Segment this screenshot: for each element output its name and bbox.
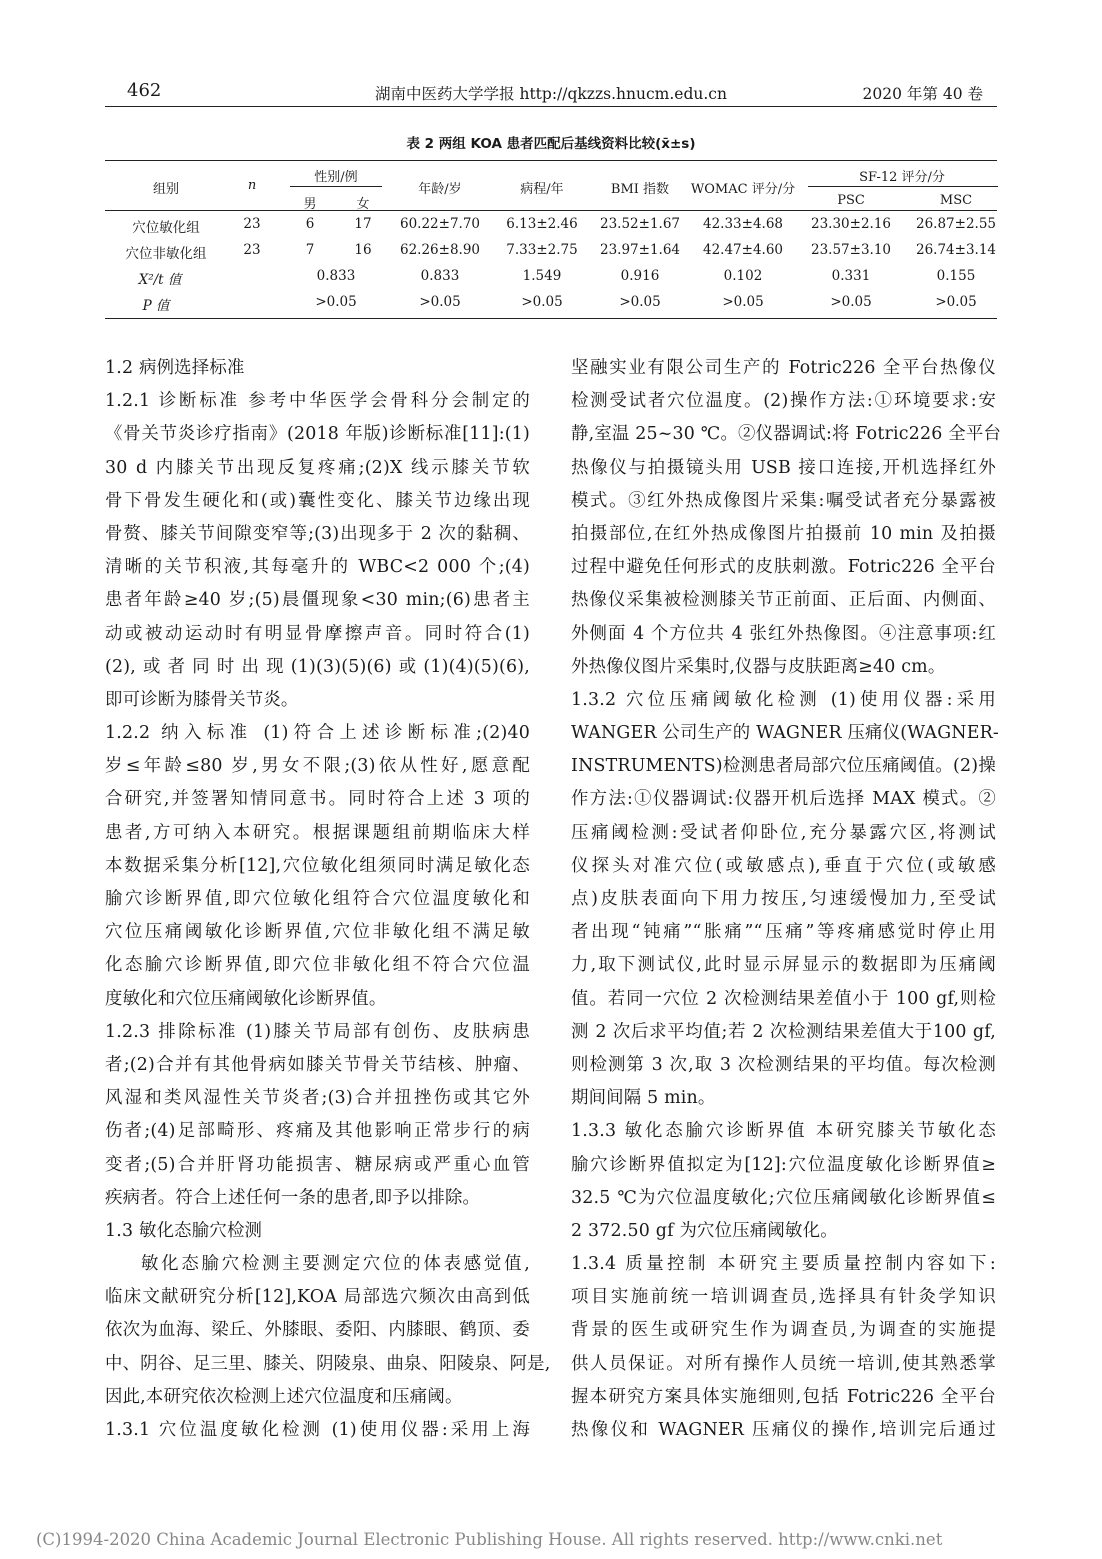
table-caption: 表 2 两组 KOA 患者匹配后基线资料比较(x̄±s) xyxy=(406,136,696,152)
copyright-footer: (C)1994-2020 China Academic Journal Electronic Publishing House. All rights reserved. http://www.cnki.net xyxy=(36,1530,943,1549)
header-female: 女 xyxy=(356,197,370,212)
text-line: 合研究,并签署知情同意书。同时符合上述 3 项的 xyxy=(105,789,530,810)
text-line: 1.3.4 质量控制 本研究主要质量控制内容如下: xyxy=(571,1254,996,1275)
row1-bmi: 23.52±1.67 xyxy=(599,216,681,232)
row2-group: 穴位非敏化组 xyxy=(125,246,207,262)
header-womac: WOMAC 评分/分 xyxy=(690,182,796,197)
row2-psc: 23.57±3.10 xyxy=(810,242,892,258)
text-line: 32.5 ℃为穴位温度敏化;穴位压痛阈敏化诊断界值≤ xyxy=(571,1187,996,1208)
header-group: 组别 xyxy=(152,182,180,197)
text-line: 作方法:①仪器调试:仪器开机后选择 MAX 模式。② xyxy=(571,789,996,810)
text-line: 伤者;(4)足部畸形、疼痛及其他影响正常步行的病 xyxy=(105,1121,530,1142)
text-line: 因此,本研究依次检测上述穴位温度和压痛阈。 xyxy=(105,1386,463,1407)
row1-course: 6.13±2.46 xyxy=(506,216,578,232)
text-line: 化态腧穴诊断界值,即穴位非敏化组不符合穴位温 xyxy=(105,955,530,976)
stat2-course: >0.05 xyxy=(521,294,563,310)
table-bottom-rule xyxy=(105,318,997,319)
page-header xyxy=(105,78,997,106)
text-line: 穴位压痛阈敏化诊断界值,穴位非敏化组不满足敏 xyxy=(105,922,530,943)
stat1-bmi: 0.916 xyxy=(620,268,660,284)
row2-male: 7 xyxy=(305,242,315,258)
text-line: 骨赘、膝关节间隙变窄等;(3)出现多于 2 次的黏稠、 xyxy=(105,523,530,544)
text-line: 热像仪采集被检测膝关节正前面、正后面、内侧面、 xyxy=(571,590,996,611)
row1-group: 穴位敏化组 xyxy=(132,220,200,236)
row1-female: 17 xyxy=(354,216,372,232)
header-psc: PSC xyxy=(837,193,865,208)
text-line: 1.2.3 排除标准 (1)膝关节局部有创伤、皮肤病患 xyxy=(105,1021,530,1042)
text-line: 供人员保证。对所有操作人员统一培训,使其熟悉掌 xyxy=(571,1353,996,1374)
stat1-age: 0.833 xyxy=(420,268,460,284)
row1-age: 60.22±7.70 xyxy=(399,216,481,232)
body-left-column xyxy=(105,352,551,1447)
text-line: 变者;(5)合并肝肾功能损害、糖尿病或严重心血管 xyxy=(105,1154,530,1175)
header-rule xyxy=(105,106,997,107)
stat1-psc: 0.331 xyxy=(831,268,871,284)
text-line: 1.2.1 诊断标准 参考中华医学会骨科分会制定的 xyxy=(105,391,530,412)
row2-female: 16 xyxy=(354,242,372,258)
text-line: 1.3.3 敏化态腧穴诊断界值 本研究膝关节敏化态 xyxy=(571,1121,996,1142)
text-line: 岁≤年龄≤80 岁,男女不限;(3)依从性好,愿意配 xyxy=(105,756,530,777)
row1-psc: 23.30±2.16 xyxy=(810,216,892,232)
text-line: 热像仪与拍摄镜头用 USB 接口连接,开机选择红外 xyxy=(571,457,996,478)
text-line: 清晰的关节积液,其每毫升的 WBC<2 000 个;(4) xyxy=(105,557,530,578)
text-line: 患者年龄≥40 岁;(5)晨僵现象<30 min;(6)患者主 xyxy=(105,590,530,611)
text-line: 检测受试者穴位温度。(2)操作方法:①环境要求:安 xyxy=(571,391,996,412)
stat2-age: >0.05 xyxy=(419,294,461,310)
text-line: 即可诊断为膝骨关节炎。 xyxy=(105,689,299,710)
row2-msc: 26.74±3.14 xyxy=(915,242,997,258)
row1-male: 6 xyxy=(305,216,315,232)
text-line: 1.3.1 穴位温度敏化检测 (1)使用仪器:采用上海 xyxy=(105,1420,530,1440)
volume-label: 2020 年第 40 卷 xyxy=(862,85,983,103)
text-line: 测 2 次后求平均值;若 2 次检测结果差值大于100 gf, xyxy=(571,1021,996,1042)
journal-title: 湖南中医药大学学报 http://qkzzs.hnucm.edu.cn xyxy=(375,85,727,103)
sex-subrule xyxy=(290,186,382,187)
stat2-bmi: >0.05 xyxy=(619,294,661,310)
text-line: 力,取下测试仪,此时显示屏显示的数据即为压痛阈 xyxy=(571,955,996,976)
text-line: 坚融实业有限公司生产的 Fotric226 全平台热像仪 xyxy=(571,358,996,378)
text-line: 1.2.2 纳入标准 (1)符合上述诊断标准;(2)40 xyxy=(105,723,530,744)
text-line: 外热像仪图片采集时,仪器与皮肤距离≥40 cm。 xyxy=(571,656,946,677)
text-line: 临床文献研究分析[12],KOA 局部选穴频次由高到低 xyxy=(105,1287,530,1308)
text-line: 敏化态腧穴检测主要测定穴位的体表感觉值, xyxy=(141,1254,530,1275)
sf12-subrule xyxy=(808,186,998,187)
row2-age: 62.26±8.90 xyxy=(399,242,481,258)
page-number: 462 xyxy=(127,80,162,101)
text-line: 静,室温 25~30 ℃。②仪器调试:将 Fotric226 全平台 xyxy=(571,424,1002,445)
text-line: 中、阴谷、足三里、膝关、阴陵泉、曲泉、阳陵泉、阿是, xyxy=(105,1353,551,1374)
text-line: 本数据采集分析[12],穴位敏化组须同时满足敏化态 xyxy=(105,855,530,876)
table-header-rule xyxy=(105,210,997,211)
text-line: 者;(2)合并有其他骨病如膝关节骨关节结核、肿瘤、 xyxy=(105,1054,530,1075)
text-line: 则检测第 3 次,取 3 次检测结果的平均值。每次检测 xyxy=(571,1054,996,1075)
header-sf12: SF-12 评分/分 xyxy=(859,170,945,185)
text-line: 《骨关节炎诊疗指南》(2018 年版)诊断标准[11]:(1) xyxy=(105,424,530,445)
stat1-sex: 0.833 xyxy=(316,268,356,284)
text-line: 腧穴诊断界值,即穴位敏化组符合穴位温度敏化和 xyxy=(105,889,530,909)
row2-n: 23 xyxy=(243,242,261,258)
body-right-column xyxy=(571,352,1002,1447)
stat2-msc: >0.05 xyxy=(935,294,977,310)
text-line: 1.3.2 穴位压痛阈敏化检测 (1)使用仪器:采用 xyxy=(571,689,996,710)
text-line: 依次为血海、梁丘、外膝眼、委阳、内膝眼、鹤顶、委 xyxy=(105,1320,530,1341)
text-line: 过程中避免任何形式的皮肤刺激。Fotric226 全平台 xyxy=(571,557,996,578)
text-line: 项目实施前统一培训调查员,选择具有针灸学知识 xyxy=(571,1287,996,1308)
text-line: 者出现“钝痛”“胀痛”“压痛”等疼痛感觉时停止用 xyxy=(571,922,996,943)
text-line: 患者,方可纳入本研究。根据课题组前期临床大样 xyxy=(105,822,530,843)
text-line: (2),或者同时出现(1)(3)(5)(6)或(1)(4)(5)(6), xyxy=(105,656,530,677)
text-line: 热像仪和 WAGNER 压痛仪的操作,培训完后通过 xyxy=(571,1420,996,1440)
header-age: 年龄/岁 xyxy=(418,182,462,197)
row1-n: 23 xyxy=(243,216,261,232)
header-course: 病程/年 xyxy=(520,182,564,197)
text-line: 1.2 病例选择标准 xyxy=(105,358,245,378)
text-line: 模式。③红外热成像图片采集:嘱受试者充分暴露被 xyxy=(571,490,996,511)
stat2-sex: >0.05 xyxy=(315,294,357,310)
text-line: 疾病者。符合上述任何一条的患者,即予以排除。 xyxy=(105,1187,481,1208)
text-line: 1.3 敏化态腧穴检测 xyxy=(105,1220,263,1241)
row2-course: 7.33±2.75 xyxy=(506,242,578,258)
text-line: INSTRUMENTS)检测患者局部穴位压痛阈值。(2)操 xyxy=(571,756,996,777)
header-male: 男 xyxy=(303,197,317,212)
stat1-course: 1.549 xyxy=(522,268,562,284)
row2-bmi: 23.97±1.64 xyxy=(599,242,681,258)
stat1-label: X²/t 值 xyxy=(138,272,182,288)
stat1-womac: 0.102 xyxy=(723,268,763,284)
text-line: 握本研究方案具体实施细则,包括 Fotric226 全平台 xyxy=(571,1386,996,1407)
header-n: n xyxy=(247,178,257,193)
text-line: 仪探头对准穴位(或敏感点),垂直于穴位(或敏感 xyxy=(571,855,996,876)
text-line: 腧穴诊断界值拟定为[12]:穴位温度敏化诊断界值≥ xyxy=(571,1154,996,1175)
text-line: 压痛阈检测:受试者仰卧位,充分暴露穴区,将测试 xyxy=(571,822,996,843)
text-line: 值。若同一穴位 2 次检测结果差值小于 100 gf,则检 xyxy=(571,988,996,1009)
row2-womac: 42.47±4.60 xyxy=(702,242,784,258)
text-line: 拍摄部位,在红外热成像图片拍摄前 10 min 及拍摄 xyxy=(571,523,996,544)
row1-womac: 42.33±4.68 xyxy=(702,216,784,232)
text-line: 风湿和类风湿性关节炎者;(3)合并扭挫伤或其它外 xyxy=(105,1088,530,1109)
table-top-rule xyxy=(105,160,997,161)
text-line: 背景的医生或研究生作为调查员,为调查的实施提 xyxy=(571,1320,996,1341)
text-line: WANGER 公司生产的 WAGNER 压痛仪(WAGNER- xyxy=(571,723,999,744)
stat1-msc: 0.155 xyxy=(936,268,976,284)
stat2-womac: >0.05 xyxy=(722,294,764,310)
header-bmi: BMI 指数 xyxy=(610,182,670,197)
text-line: 期间间隔 5 min。 xyxy=(571,1088,716,1109)
header-sex: 性别/例 xyxy=(314,170,358,185)
text-line: 点)皮肤表面向下用力按压,匀速缓慢加力,至受试 xyxy=(571,889,996,909)
text-line: 度敏化和穴位压痛阈敏化诊断界值。 xyxy=(105,988,387,1009)
text-line: 2 372.50 gf 为穴位压痛阈敏化。 xyxy=(571,1220,838,1241)
text-line: 动或被动运动时有明显骨摩擦声音。同时符合(1) xyxy=(105,623,530,644)
stat2-label: P 值 xyxy=(142,298,170,314)
row1-msc: 26.87±2.55 xyxy=(915,216,997,232)
stat2-psc: >0.05 xyxy=(830,294,872,310)
text-line: 外侧面 4 个方位共 4 张红外热像图。④注意事项:红 xyxy=(571,623,996,644)
text-line: 30 d 内膝关节出现反复疼痛;(2)X 线示膝关节软 xyxy=(105,457,530,478)
text-line: 骨下骨发生硬化和(或)囊性变化、膝关节边缘出现 xyxy=(105,490,530,511)
header-msc: MSC xyxy=(939,193,973,208)
